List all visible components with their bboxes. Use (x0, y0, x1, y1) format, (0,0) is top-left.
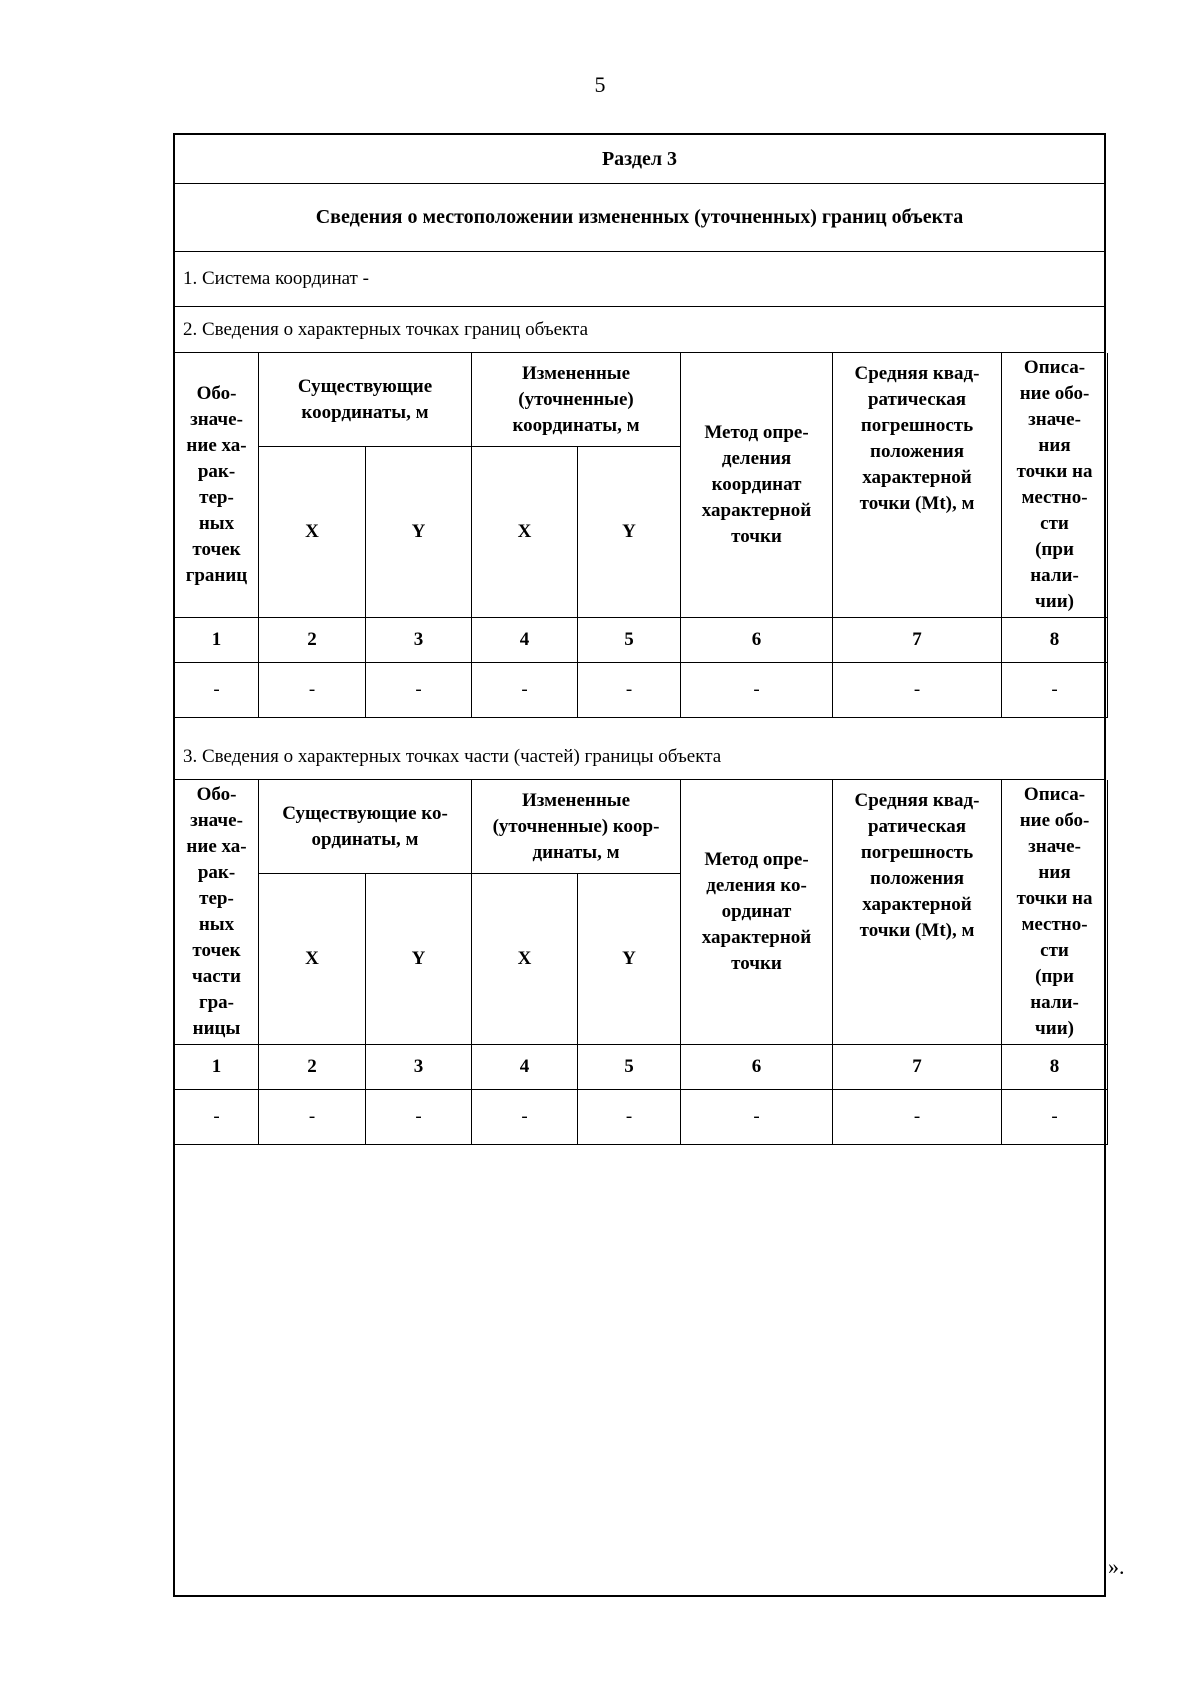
table-cell: - (472, 663, 578, 718)
table1-caption: 2. Сведения о характерных точках границ объекта (183, 318, 589, 340)
table-cell: - (175, 663, 259, 718)
header-method: Метод опре- деления координат характерной точки (681, 353, 833, 618)
coordinate-system-label: 1. Система координат - (183, 267, 369, 289)
column-number: 5 (578, 618, 681, 663)
header-changed-y: Y (578, 447, 681, 618)
boundary-points-table (174, 353, 1108, 718)
table-cell: - (1002, 663, 1108, 718)
header-mean-square-error: Средняя квад- ратическая погрешность положения характерной точки (Mt), м (833, 353, 1002, 618)
column-number: 8 (1002, 618, 1108, 663)
table-cell: - (578, 1090, 681, 1145)
table-cell: - (366, 663, 472, 718)
page-number: 5 (594, 72, 606, 97)
table-cell: - (1002, 1090, 1108, 1145)
boundary-part-points-table (174, 780, 1108, 1145)
table-row (175, 663, 1108, 718)
table2-caption-row (175, 734, 1104, 780)
header-method: Метод опре- деления ко- ординат характерной точки (681, 780, 833, 1045)
table-cell: - (366, 1090, 472, 1145)
coordinate-system-row (175, 251, 1104, 307)
header-designation: Обо- значе- ние ха- рак- тер- ных точек части гра- ницы (175, 780, 259, 1045)
column-number: 6 (681, 1045, 833, 1090)
table-cell: - (681, 663, 833, 718)
column-number: 3 (366, 1045, 472, 1090)
column-number: 8 (1002, 1045, 1108, 1090)
column-number: 5 (578, 1045, 681, 1090)
section-title: Раздел 3 (175, 135, 1104, 184)
section-subtitle: Сведения о местоположении измененных (уточненных) границ объекта (175, 183, 1104, 252)
header-existing-x: X (259, 447, 366, 618)
table2-caption: 3. Сведения о характерных точках части (частей) границы объекта (183, 745, 722, 767)
header-existing-coordinates: Существующие ко- ординаты, м (259, 780, 472, 874)
table-row (175, 1090, 1108, 1145)
header-point-description: Описа- ние обо- значе- ния точки на местно- сти (при нали- чии) (1002, 353, 1108, 618)
table-cell: - (681, 1090, 833, 1145)
header-existing-coordinates: Существующие координаты, м (259, 353, 472, 447)
table-cell: - (259, 663, 366, 718)
table2-column-numbers-row (175, 1045, 1108, 1090)
header-changed-x: X (472, 447, 578, 618)
column-number: 2 (259, 1045, 366, 1090)
table-cell: - (578, 663, 681, 718)
table2-header-row (175, 780, 1108, 874)
column-number: 4 (472, 1045, 578, 1090)
table-cell: - (175, 1090, 259, 1145)
table1-caption-row (175, 307, 1104, 353)
column-number: 1 (175, 1045, 259, 1090)
header-existing-y: Y (366, 874, 472, 1045)
header-changed-y: Y (578, 874, 681, 1045)
header-mean-square-error: Средняя квад- ратическая погрешность положения характерной точки (Mt), м (833, 780, 1002, 1045)
header-changed-x: X (472, 874, 578, 1045)
header-designation: Обо- значе- ние ха- рак- тер- ных точек границ (175, 353, 259, 618)
column-number: 3 (366, 618, 472, 663)
table-cell: - (833, 1090, 1002, 1145)
header-changed-coordinates: Измененные (уточненные) коор- динаты, м (472, 780, 681, 874)
column-number: 1 (175, 618, 259, 663)
table1-column-numbers-row (175, 618, 1108, 663)
header-existing-x: X (259, 874, 366, 1045)
header-point-description: Описа- ние обо- значе- ния точки на местно- сти (при нали- чии) (1002, 780, 1108, 1045)
header-existing-y: Y (366, 447, 472, 618)
table-cell: - (833, 663, 1002, 718)
table1-header-row (175, 353, 1108, 447)
column-number: 6 (681, 618, 833, 663)
table-cell: - (259, 1090, 366, 1145)
column-number: 4 (472, 618, 578, 663)
closing-quote-mark: ». (1108, 1554, 1125, 1579)
section-frame (173, 133, 1106, 1597)
header-changed-coordinates: Измененные (уточненные) координаты, м (472, 353, 681, 447)
column-number: 7 (833, 1045, 1002, 1090)
column-number: 2 (259, 618, 366, 663)
column-number: 7 (833, 618, 1002, 663)
table-cell: - (472, 1090, 578, 1145)
